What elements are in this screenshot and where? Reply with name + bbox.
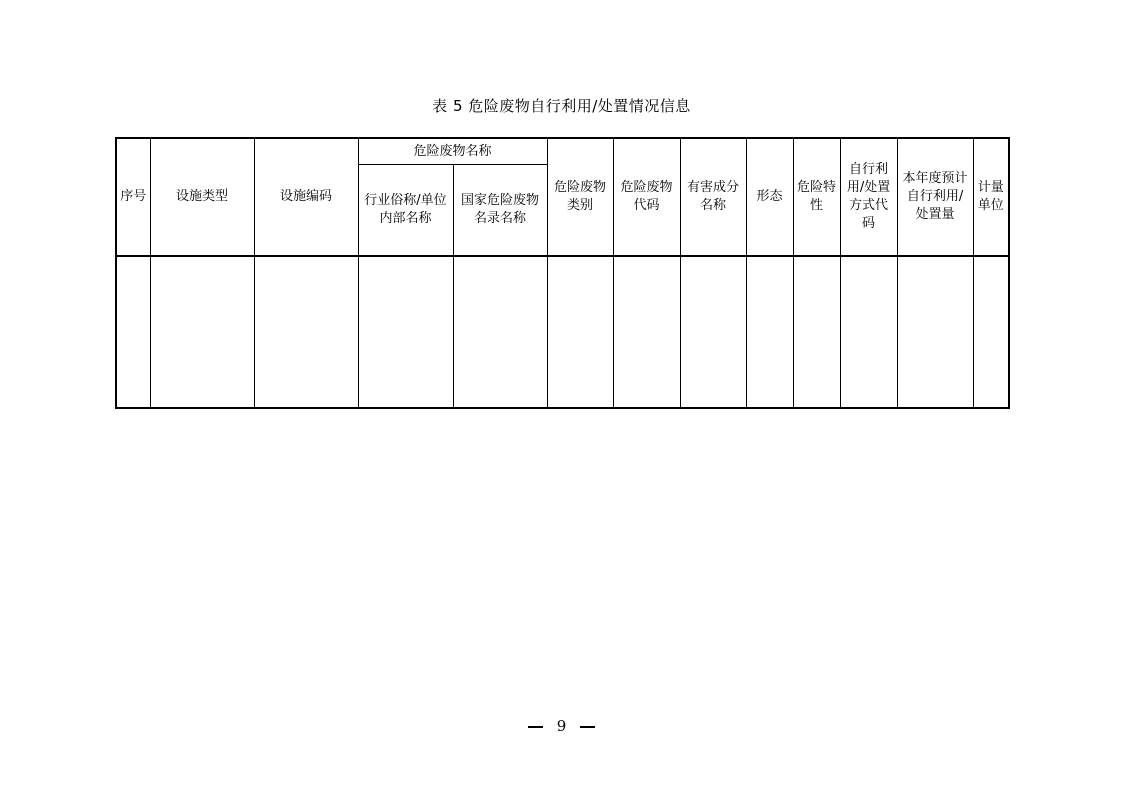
header-form: 形态 [746,138,793,256]
header-waste-name-group: 危险废物名称 [358,138,547,165]
page-number [0,717,1123,735]
cell-harmful-components [680,256,746,408]
cell-waste-code [613,256,680,408]
header-facility-code: 设施编码 [254,138,358,256]
cell-hazard-property [793,256,840,408]
cell-form [746,256,793,408]
cell-national-name [453,256,547,408]
page-dash-right [580,726,595,728]
header-seq: 序号 [116,138,150,256]
hazardous-waste-table [115,137,1010,409]
header-national-name: 国家危险废物名录名称 [453,165,547,257]
cell-waste-category [547,256,613,408]
cell-facility-code [254,256,358,408]
cell-annual-amount [897,256,973,408]
cell-industry-name [358,256,453,408]
page-number-text: 9 [556,717,567,735]
header-waste-code: 危险废物代码 [613,138,680,256]
table-row [116,256,1009,408]
cell-seq [116,256,150,408]
page-dash-left [528,726,543,728]
table-title: 表 5 危险废物自行利用/处置情况信息 [432,97,691,115]
header-waste-category: 危险废物类别 [547,138,613,256]
header-annual-amount: 本年度预计自行利用/处置量 [897,138,973,256]
header-industry-name: 行业俗称/单位内部名称 [358,165,453,257]
header-unit: 计量单位 [973,138,1009,256]
cell-unit [973,256,1009,408]
cell-facility-type [150,256,254,408]
header-facility-type: 设施类型 [150,138,254,256]
header-harmful-components: 有害成分名称 [680,138,746,256]
cell-method-code [840,256,897,408]
header-row-top [116,138,1009,165]
header-hazard-property: 危险特性 [793,138,840,256]
header-method-code: 自行利用/处置方式代码 [840,138,897,256]
